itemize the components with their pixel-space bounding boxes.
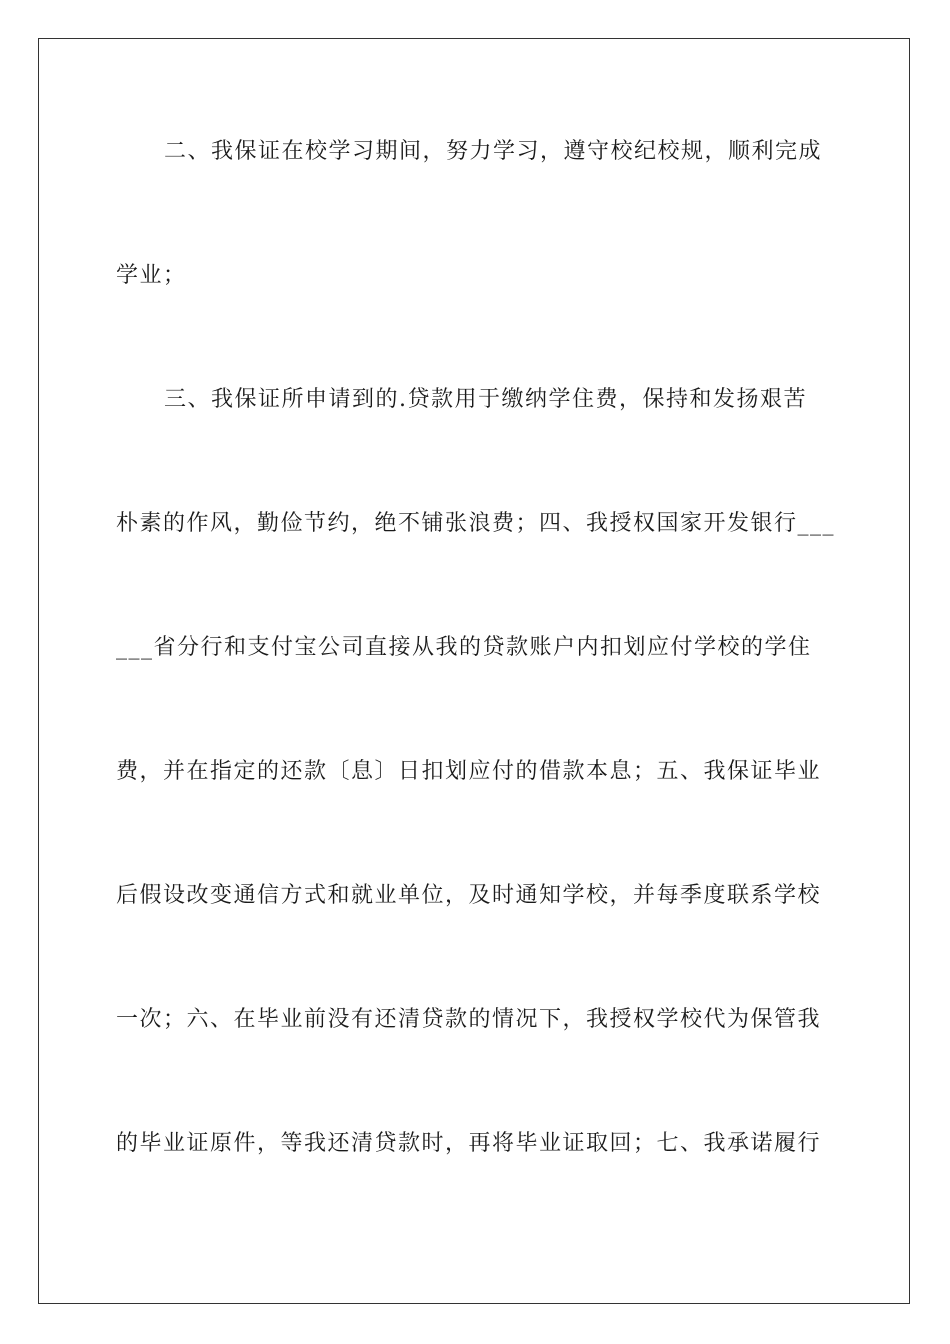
paragraph-line: ___省分行和支付宝公司直接从我的贷款账户内扣划应付学校的学住 [116, 635, 812, 660]
paragraph-line: 二、我保证在校学习期间，努力学习，遵守校纪校规，顺利完成 [164, 139, 823, 164]
paragraph-line: 后假设改变通信方式和就业单位，及时通知学校，并每季度联系学校 [116, 883, 822, 908]
paragraph-line: 学业； [116, 263, 187, 288]
page-frame [38, 38, 910, 1304]
paragraph-line: 三、我保证所申请到的.贷款用于缴纳学住费，保持和发扬艰苦 [164, 387, 807, 412]
paragraph-line: 朴素的作风，勤俭节约，绝不铺张浪费；四、我授权国家开发银行___ [116, 511, 836, 536]
paragraph-line: 费，并在指定的还款〔息〕日扣划应付的借款本息；五、我保证毕业 [116, 759, 822, 784]
paragraph-line: 一次；六、在毕业前没有还清贷款的情况下，我授权学校代为保管我 [116, 1007, 822, 1032]
paragraph-line: 的毕业证原件，等我还清贷款时，再将毕业证取回；七、我承诺履行 [116, 1131, 822, 1156]
